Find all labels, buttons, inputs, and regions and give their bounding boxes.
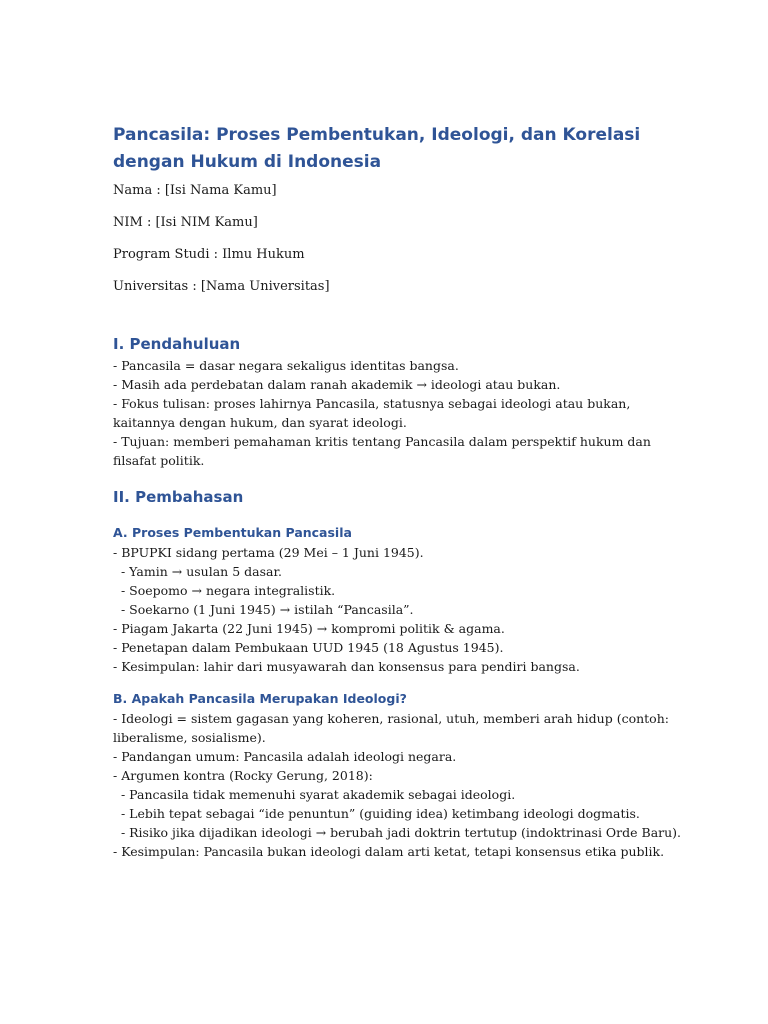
list-item: - Lebih tepat sebagai “ide penuntun” (guiding idea) ketimbang ideologi dogmatis.: [113, 806, 640, 821]
heading-apakah-ideologi: B. Apakah Pancasila Merupakan Ideologi?: [113, 691, 407, 706]
document-title: Pancasila: Proses Pembentukan, Ideologi, dan Korelasi dengan Hukum di Indonesia: [113, 125, 641, 172]
list-item: - Kesimpulan: lahir dari musyawarah dan konsensus para pendiri bangsa.: [113, 659, 580, 674]
meta-nim: NIM : [Isi NIM Kamu]: [113, 215, 258, 230]
pendahuluan-list: [113, 356, 683, 470]
author-info: [113, 181, 683, 296]
list-item: - Piagam Jakarta (22 Juni 1945) → kompromi politik & agama.: [113, 621, 505, 636]
list-item: - Fokus tulisan: proses lahirnya Pancasila, statusnya sebagai ideologi atau bukan, kaitannya dengan hukum, dan syarat ideologi.: [113, 396, 635, 430]
list-item: - Soekarno (1 Juni 1945) → istilah “Pancasila”.: [113, 602, 414, 617]
list-item: - Kesimpulan: Pancasila bukan ideologi dalam arti ketat, tetapi konsensus etika publik.: [113, 844, 665, 859]
list-item: - Pancasila tidak memenuhi syarat akademik sebagai ideologi.: [113, 787, 516, 802]
heading-pembahasan: II. Pembahasan: [113, 488, 244, 506]
list-item: - Soepomo → negara integralistik.: [113, 583, 336, 598]
proses-pembentukan-list: [113, 543, 683, 676]
list-item: - Penetapan dalam Pembukaan UUD 1945 (18 Agustus 1945).: [113, 640, 504, 655]
list-item: - Masih ada perdebatan dalam ranah akademik → ideologi atau bukan.: [113, 377, 561, 392]
list-item: - Pancasila = dasar negara sekaligus identitas bangsa.: [113, 358, 459, 373]
list-item: - Argumen kontra (Rocky Gerung, 2018):: [113, 768, 373, 783]
document-body: [113, 122, 683, 861]
meta-nama: Nama : [Isi Nama Kamu]: [113, 183, 277, 198]
list-item: - Yamin → usulan 5 dasar.: [113, 564, 283, 579]
meta-program-studi: Program Studi : Ilmu Hukum: [113, 247, 305, 262]
list-item: - Risiko jika dijadikan ideologi → berubah jadi doktrin tertutup (indoktrinasi Orde Baru).: [113, 825, 682, 840]
list-item: - Pandangan umum: Pancasila adalah ideologi negara.: [113, 749, 457, 764]
apakah-ideologi-list: [113, 709, 683, 861]
meta-universitas: Universitas : [Nama Universitas]: [113, 279, 330, 294]
heading-pendahuluan: I. Pendahuluan: [113, 335, 241, 353]
list-item: - Ideologi = sistem gagasan yang koheren, rasional, utuh, memberi arah hidup (contoh: liberalisme, sosialisme).: [113, 711, 673, 745]
list-item: - BPUPKI sidang pertama (29 Mei – 1 Juni 1945).: [113, 545, 424, 560]
heading-proses-pembentukan: A. Proses Pembentukan Pancasila: [113, 525, 352, 540]
list-item: - Tujuan: memberi pemahaman kritis tentang Pancasila dalam perspektif hukum dan filsafat politik.: [113, 434, 655, 468]
